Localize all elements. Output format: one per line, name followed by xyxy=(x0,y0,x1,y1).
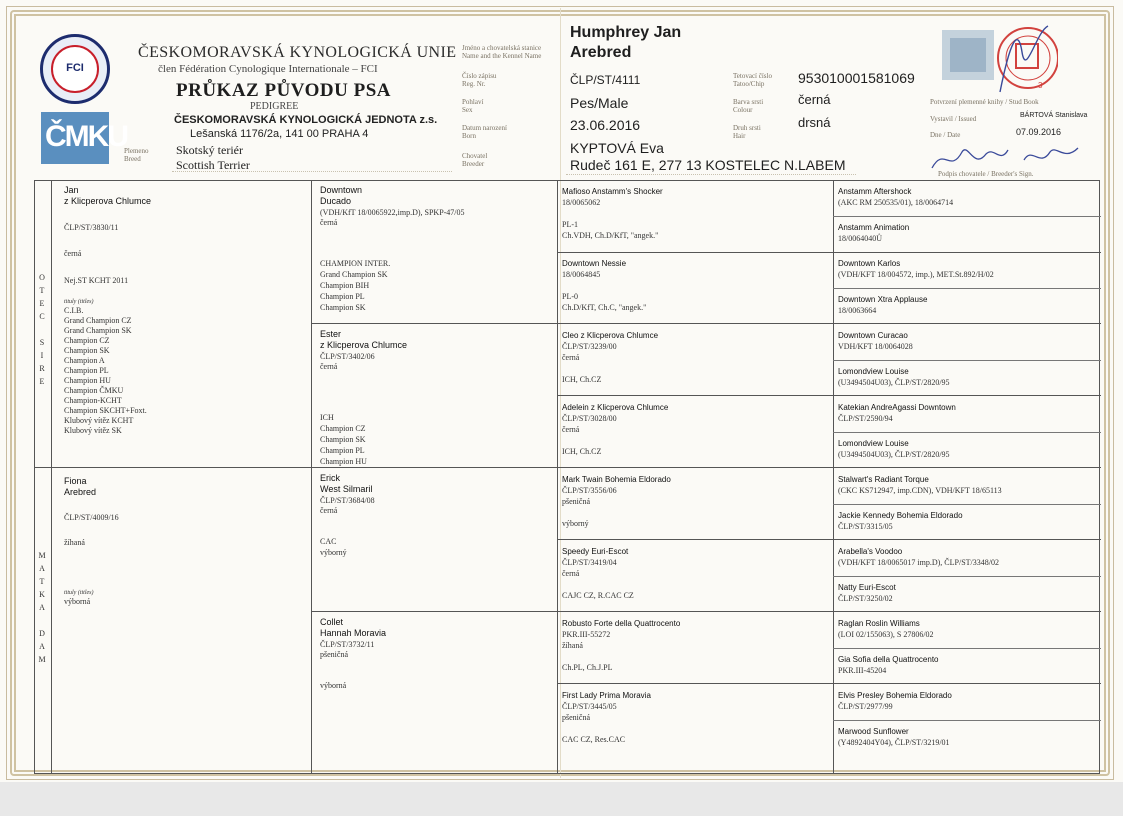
ancestor-detail: výborný xyxy=(562,519,589,528)
name-label-cz: Jméno a chovatelská stanice xyxy=(462,44,542,52)
grandparent-name-line1: Collet xyxy=(320,617,344,627)
grandparent-title: Champion PL xyxy=(320,446,365,455)
sire-side-letter: O xyxy=(39,273,45,282)
name-label-en: Name and the Kennel Name xyxy=(462,52,542,60)
ancestor-name: Lomondview Louise xyxy=(838,367,909,376)
ancestor-detail: 18/0065062 xyxy=(562,198,601,207)
grandparent-title: Champion HU xyxy=(320,457,367,466)
ancestor-name: Lomondview Louise xyxy=(838,439,909,448)
tattoo-label-en: Tatoo/Chip xyxy=(733,80,765,88)
grandparent-detail: ČLP/ST/3684/08 xyxy=(320,496,375,505)
ancestor-name: Speedy Euri-Escot xyxy=(562,547,629,556)
grandparent-name-line2: Ducado xyxy=(320,196,352,206)
ancestor-detail: CAC CZ, Res.CAC xyxy=(562,735,626,744)
dam-title: výborná xyxy=(64,597,91,606)
born-label-en: Born xyxy=(462,132,476,140)
dam-colour: žíhaná xyxy=(64,538,85,547)
ancestor-detail: VDH/KFT 18/0064028 xyxy=(838,342,913,351)
ancestor-detail: Ch.PL, Ch.J.PL xyxy=(562,663,613,672)
ancestor-detail: Ch.D/KfT, Ch.C, "angek." xyxy=(562,303,647,312)
dam-reg: ČLP/ST/4009/16 xyxy=(64,513,119,522)
ancestor-name: Marwood Sunflower xyxy=(838,727,909,736)
grandparent-title: CAC xyxy=(320,537,337,546)
ancestor-detail: černá xyxy=(562,353,580,362)
grandparent-title: Champion SK xyxy=(320,303,366,312)
ancestor-detail: pšeničná xyxy=(562,713,590,722)
sex-label-en: Sex xyxy=(462,106,473,114)
ancestor-name: Arabella's Voodoo xyxy=(838,547,903,556)
grandparent-name-line1: Erick xyxy=(320,473,340,483)
ancestor-detail: PKR.III-55272 xyxy=(562,630,611,639)
ancestor-name: Raglan Roslin Williams xyxy=(838,619,920,628)
sire-side-letter: C xyxy=(39,312,45,321)
dog-name-line2: Arebred xyxy=(570,44,632,61)
ancestor-name: First Lady Prima Moravia xyxy=(562,691,651,700)
ancestor-detail: ČLP/ST/3445/05 xyxy=(562,702,617,711)
fci-member-line: člen Fédération Cynologique Internationale – FCI xyxy=(158,63,378,75)
ancestor-detail: pšeničná xyxy=(562,497,590,506)
hair-label-en: Hair xyxy=(733,132,746,140)
sire-side-letter: R xyxy=(39,364,45,373)
breeder-signature xyxy=(928,140,1088,176)
grandparent-detail: černá xyxy=(320,218,338,227)
dog-born: 23.06.2016 xyxy=(570,117,641,133)
grandparent-title: Champion PL xyxy=(320,292,365,301)
ancestor-name: Gia Sofia della Quattrocento xyxy=(838,655,939,664)
stamp-number: 3 xyxy=(1038,81,1043,90)
ancestor-detail: (Y4892404Y04), ČLP/ST/3219/01 xyxy=(838,738,950,747)
grandparent-name-line1: Downtown xyxy=(320,185,363,195)
grandparent-title: výborný xyxy=(320,548,347,557)
dam-name-line2: Arebred xyxy=(64,487,97,497)
dam-side-letter: T xyxy=(39,577,45,586)
dog-colour: černá xyxy=(798,92,831,107)
grandparent-title: Champion BIH xyxy=(320,281,370,290)
ancestor-name: Stalwart's Radiant Torque xyxy=(838,475,929,484)
breeder-address: Rudeč 161 E, 277 13 KOSTELEC N.LABEM xyxy=(570,157,846,173)
document-subtitle: PEDIGREE xyxy=(250,101,299,112)
dam-titles-label: tituly (titles) xyxy=(64,590,94,596)
sire-side-letter: E xyxy=(39,377,45,386)
born-label-cz: Datum narození xyxy=(462,124,507,132)
issue-date: 07.09.2016 xyxy=(1016,127,1062,137)
sire-reg: ČLP/ST/3830/11 xyxy=(64,223,119,232)
sire-side-letter: S xyxy=(39,338,45,347)
ancestor-detail: PKR.III-45204 xyxy=(838,666,887,675)
dam-side-letter: M xyxy=(38,655,46,664)
ancestor-name: Anstamm Animation xyxy=(838,223,910,232)
grandparent-detail: pšeničná xyxy=(320,650,348,659)
grandparent-title: CHAMPION INTER. xyxy=(320,259,391,268)
club-name: ČESKOMORAVSKÁ KYNOLOGICKÁ JEDNOTA z.s. xyxy=(174,114,438,126)
ancestor-detail: PL-1 xyxy=(562,220,578,229)
grandparent-detail: černá xyxy=(320,506,338,515)
breed-label-cz: Plemeno xyxy=(124,147,149,155)
dog-sex: Pes/Male xyxy=(570,95,629,111)
ancestor-detail: žíhaná xyxy=(562,641,583,650)
sire-exam: Nej.ST KCHT 2011 xyxy=(64,276,129,285)
ancestor-name: Jackie Kennedy Bohemia Eldorado xyxy=(838,511,963,520)
sire-name-line1: Jan xyxy=(64,185,79,195)
fci-logo: FCI xyxy=(40,34,110,104)
document-title: PRŮKAZ PŮVODU PSA xyxy=(176,80,392,101)
grandparent-title: Champion CZ xyxy=(320,424,366,433)
colour-label-en: Colour xyxy=(733,106,753,114)
grandparent-title: ICH xyxy=(320,413,334,422)
ancestor-detail: Ch.VDH, Ch.D/KfT, "angek." xyxy=(562,231,659,240)
sire-titles-list: C.I.B. Grand Champion CZ Grand Champion SK Champion CZ Champion SK Champion A Champion PL Champion HU Champion ČMKU Champion-KCHT Champion SKCHT+Foxt. Klubový vítěz KCHT Klubový vítěz SK xyxy=(64,306,147,435)
grandparent-detail: (VDH/KfT 18/0065922,imp.D), SPKP-47/05 xyxy=(320,208,465,217)
sire-titles-label: tituly (titles) xyxy=(64,299,94,305)
ancestor-detail: 18/0063664 xyxy=(838,306,877,315)
ancestor-name: Natty Euri-Escot xyxy=(838,583,896,592)
grandparent-detail: ČLP/ST/3402/06 xyxy=(320,352,375,361)
ancestor-detail: CAJC CZ, R.CAC CZ xyxy=(562,591,634,600)
ancestor-detail: (AKC RM 250535/01), 18/0064714 xyxy=(838,198,954,207)
breed-label-en: Breed xyxy=(124,155,141,163)
ancestor-name: Anstamm Aftershock xyxy=(838,187,912,196)
ancestor-detail: ČLP/ST/2590/94 xyxy=(838,414,893,423)
dog-hair: drsná xyxy=(798,115,831,130)
ancestor-detail: ICH, Ch.CZ xyxy=(562,447,602,456)
dog-reg: ČLP/ST/4111 xyxy=(570,73,641,87)
ancestor-detail: (VDH/KFT 18/0065017 imp.D), ČLP/ST/3348/02 xyxy=(838,558,999,567)
grandparent-name-line2: West Silmaril xyxy=(320,484,373,494)
ancestor-detail: ČLP/ST/3239/00 xyxy=(562,342,617,351)
grandparent-name-line1: Ester xyxy=(320,329,342,339)
ancestor-detail: ICH, Ch.CZ xyxy=(562,375,602,384)
ancestor-name: Cleo z Klicperova Chlumce xyxy=(562,331,659,340)
ancestor-name: Downtown Nessie xyxy=(562,259,627,268)
ancestor-detail: (CKC KS712947, imp.CDN), VDH/KFT 18/65113 xyxy=(838,486,1002,495)
ancestor-detail: (LOI 02/155063), S 27806/02 xyxy=(838,630,934,639)
ancestor-detail: ČLP/ST/3419/04 xyxy=(562,558,617,567)
scan-bottom-strip xyxy=(0,782,1123,816)
sire-colour: černá xyxy=(64,249,82,258)
ancestor-name: Elvis Presley Bohemia Eldorado xyxy=(838,691,952,700)
ancestor-name: Katekian AndreAgassi Downtown xyxy=(838,403,956,412)
grandparent-title: výborná xyxy=(320,681,347,690)
dam-side-letter: K xyxy=(39,590,45,599)
ancestor-detail: (U3494504U03), ČLP/ST/2820/95 xyxy=(838,450,950,459)
ancestor-detail: 18/0064845 xyxy=(562,270,601,279)
grandparent-detail: ČLP/ST/3732/11 xyxy=(320,640,375,649)
dam-side-letter: D xyxy=(39,629,45,638)
breeder-sign-label: Podpis chovatele / Breeder's Sign. xyxy=(938,170,1034,178)
ancestor-name: Robusto Forte della Quattrocento xyxy=(562,619,681,628)
ancestor-detail: (VDH/KFT 18/004572, imp.), MET.St.892/H/02 xyxy=(838,270,994,279)
issued-label: Vystavil / Issued xyxy=(930,115,977,123)
studbook-stamp xyxy=(940,22,1058,96)
club-address: Lešanská 1176/2a, 141 00 PRAHA 4 xyxy=(190,128,369,140)
ancestor-detail: ČLP/ST/3556/06 xyxy=(562,486,617,495)
ancestor-name: Downtown Curacao xyxy=(838,331,908,340)
ancestor-detail: 18/0064040Ů xyxy=(838,234,882,243)
dog-chip: 953010001581069 xyxy=(798,70,915,86)
dog-name-line1: Humphrey Jan xyxy=(570,24,682,41)
tattoo-label-cz: Tetovací číslo xyxy=(733,72,772,80)
sire-name-line2: z Klicperova Chlumce xyxy=(64,196,152,206)
studbook-label: Potvrzení plemenné knihy / Stud Book xyxy=(930,98,1039,106)
breed-cz: Skotský teriér xyxy=(176,143,243,157)
grandparent-title: Grand Champion SK xyxy=(320,270,388,279)
sex-label-cz: Pohlaví xyxy=(462,98,484,106)
union-name: ČESKOMORAVSKÁ KYNOLOGICKÁ UNIE xyxy=(138,44,457,61)
grandparent-name-line2: z Klicperova Chlumce xyxy=(320,340,408,350)
colour-label-cz: Barva srsti xyxy=(733,98,764,106)
issued-by: BÁRTOVÁ Stanislava xyxy=(1020,112,1088,119)
ancestor-name: Mafioso Anstamm's Shocker xyxy=(562,187,663,196)
ancestor-detail: ČLP/ST/3315/05 xyxy=(838,522,893,531)
sire-side-letter: E xyxy=(39,299,45,308)
ancestor-detail: PL-0 xyxy=(562,292,578,301)
grandparent-name-line2: Hannah Moravia xyxy=(320,628,387,638)
sire-side-letter: T xyxy=(39,286,45,295)
dam-side-letter: A xyxy=(39,642,45,651)
reg-label-cz: Číslo zápisu xyxy=(462,72,497,80)
dam-side-letter: M xyxy=(38,551,46,560)
hair-label-cz: Druh srsti xyxy=(733,124,761,132)
date-label: Dne / Date xyxy=(930,131,961,139)
ancestor-name: Downtown Karlos xyxy=(838,259,901,268)
ancestor-name: Mark Twain Bohemia Eldorado xyxy=(562,475,671,484)
ancestor-detail: černá xyxy=(562,569,580,578)
grandparent-title: Champion SK xyxy=(320,435,366,444)
ancestor-detail: černá xyxy=(562,425,580,434)
breeder-name: KYPTOVÁ Eva xyxy=(570,140,664,156)
grandparent-detail: černá xyxy=(320,362,338,371)
sire-side-letter: I xyxy=(40,351,44,360)
reg-label-en: Reg. Nr. xyxy=(462,80,486,88)
dam-side-letter: A xyxy=(39,603,45,612)
breeder-label-cz: Chovatel xyxy=(462,152,488,160)
ancestor-detail: ČLP/ST/2977/99 xyxy=(838,702,893,711)
ancestor-name: Downtown Xtra Applause xyxy=(838,295,928,304)
cmku-logo: ČMKU xyxy=(41,112,109,164)
dam-name-line1: Fiona xyxy=(64,476,87,486)
ancestor-name: Adelein z Klicperova Chlumce xyxy=(562,403,669,412)
ancestor-detail: ČLP/ST/3028/00 xyxy=(562,414,617,423)
breeder-label-en: Breeder xyxy=(462,160,485,168)
ancestor-detail: ČLP/ST/3250/02 xyxy=(838,594,893,603)
breed-en: Scottish Terrier xyxy=(176,158,250,172)
dam-side-letter: A xyxy=(39,564,45,573)
ancestor-detail: (U3494504U03), ČLP/ST/2820/95 xyxy=(838,378,950,387)
